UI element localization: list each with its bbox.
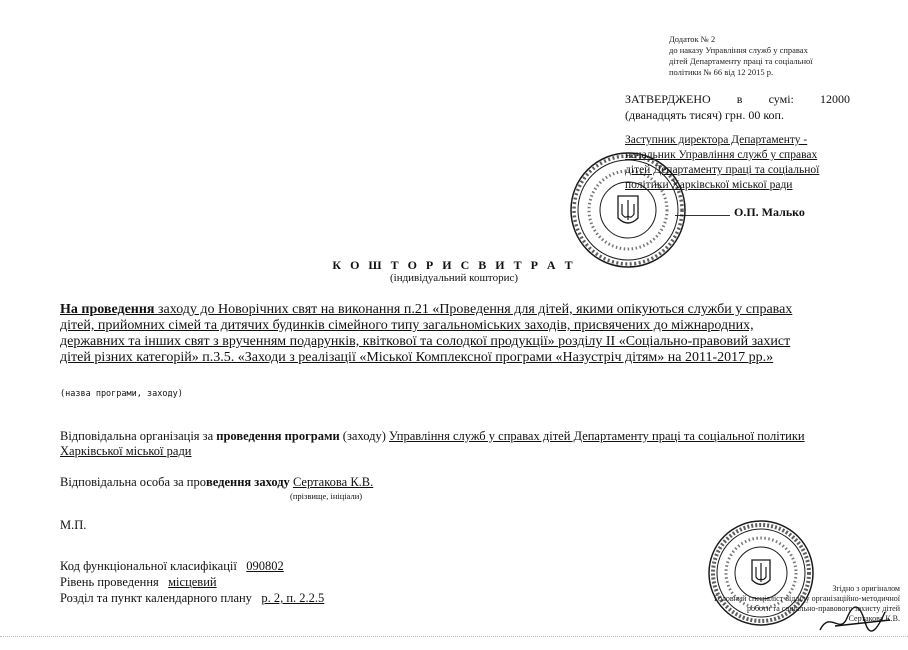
responsible-organization: [60, 429, 870, 459]
resp-org-value: Управління служб у справах дітей Департаменту праці та соціальної політики Харківської міської ради: [60, 429, 805, 458]
deputy-line: дітей Департаменту праці та соціальної: [625, 164, 820, 176]
approval-block: [625, 91, 850, 123]
level-label: Рівень проведення: [60, 575, 159, 589]
appendix-line: Додаток № 2: [669, 34, 716, 44]
resp-org-label: Відповідальна організація за: [60, 429, 217, 443]
scan-edge: [0, 636, 908, 637]
purpose-lead: На проведення: [60, 302, 155, 317]
stamp-line: роботи та соціально-правового захисту дітей: [746, 604, 900, 613]
resp-org-label-tail: (заходу): [339, 429, 390, 443]
resp-person-label: Відповідальна особа за про: [60, 475, 206, 489]
official-seal-icon: [568, 150, 688, 270]
handwritten-signature-icon: [815, 600, 895, 640]
approval-amount: 12000: [820, 92, 850, 106]
level-value: місцевий: [168, 575, 217, 589]
resp-person-label-bold: ведення заходу: [206, 475, 290, 489]
approval-sum-label: сумі:: [768, 92, 794, 106]
code-value: 090802: [246, 559, 284, 573]
deputy-line: начальник Управління служб у справах: [625, 149, 818, 161]
stamp-line: Головний спеціаліст відділу організаційно-методичної: [714, 594, 900, 603]
deputy-line: Заступник директора Департаменту -: [625, 134, 808, 146]
document-subtitle: (індивідуальний кошторис): [389, 272, 519, 284]
purpose-paragraph: [60, 302, 800, 366]
seal-place-mark: М.П.: [60, 518, 87, 532]
approval-word: ЗАТВЕРДЖЕНО: [625, 92, 711, 106]
purpose-text: заходу до Новорічних свят на виконання п.21 «Проведення для дітей, якими опікуються служби у справах дітей, прийомних сімей та дитячих будинків сімейного типу загальноміських заходів, присвячених до міжнародних, державних та інших свят з врученням подарунків, квіткової та солодкої продукції» розділу II «Соціально-правовий захист дітей різних категорій» п.3.5. «Заходи з реалізації «Міської Комплексної програми «Назустріч дітям» на 2011-2017 рр.»: [60, 302, 793, 365]
approval-in: в: [736, 92, 743, 106]
section-label: Розділ та пункт календарного плану: [60, 591, 252, 605]
stamp-line: Згідно з оригіналом: [832, 584, 900, 593]
responsible-person: [60, 475, 373, 490]
appendix-line: політики № 66 від 12 2015 р.: [669, 67, 774, 77]
purpose-caption: (назва програми, заходу): [60, 389, 183, 399]
appendix-note: [669, 34, 869, 78]
document-title: К О Ш Т О Р И С В И Т Р А Т: [332, 258, 576, 272]
code-label: Код функціональної класифікації: [60, 559, 237, 573]
section-value: р. 2, п. 2.2.5: [261, 591, 325, 605]
appendix-line: дітей Департаменту праці та соціальної: [669, 56, 813, 66]
deputy-line: політики Харківської міської ради: [625, 179, 793, 191]
resp-org-label-bold: проведення програми: [216, 429, 340, 443]
signatory-name: О.П. Малько: [734, 205, 805, 219]
approval-amount-words: (дванадцять тисяч) грн. 00 коп.: [625, 108, 784, 122]
classification-block: [60, 558, 324, 606]
appendix-line: до наказу Управління служб у справах: [669, 45, 808, 55]
resp-person-value: Сертакова К.В.: [292, 475, 374, 489]
stamp-line: Сертакова К.В.: [848, 614, 900, 623]
resp-person-caption: (прізвище, ініціали): [290, 491, 363, 501]
